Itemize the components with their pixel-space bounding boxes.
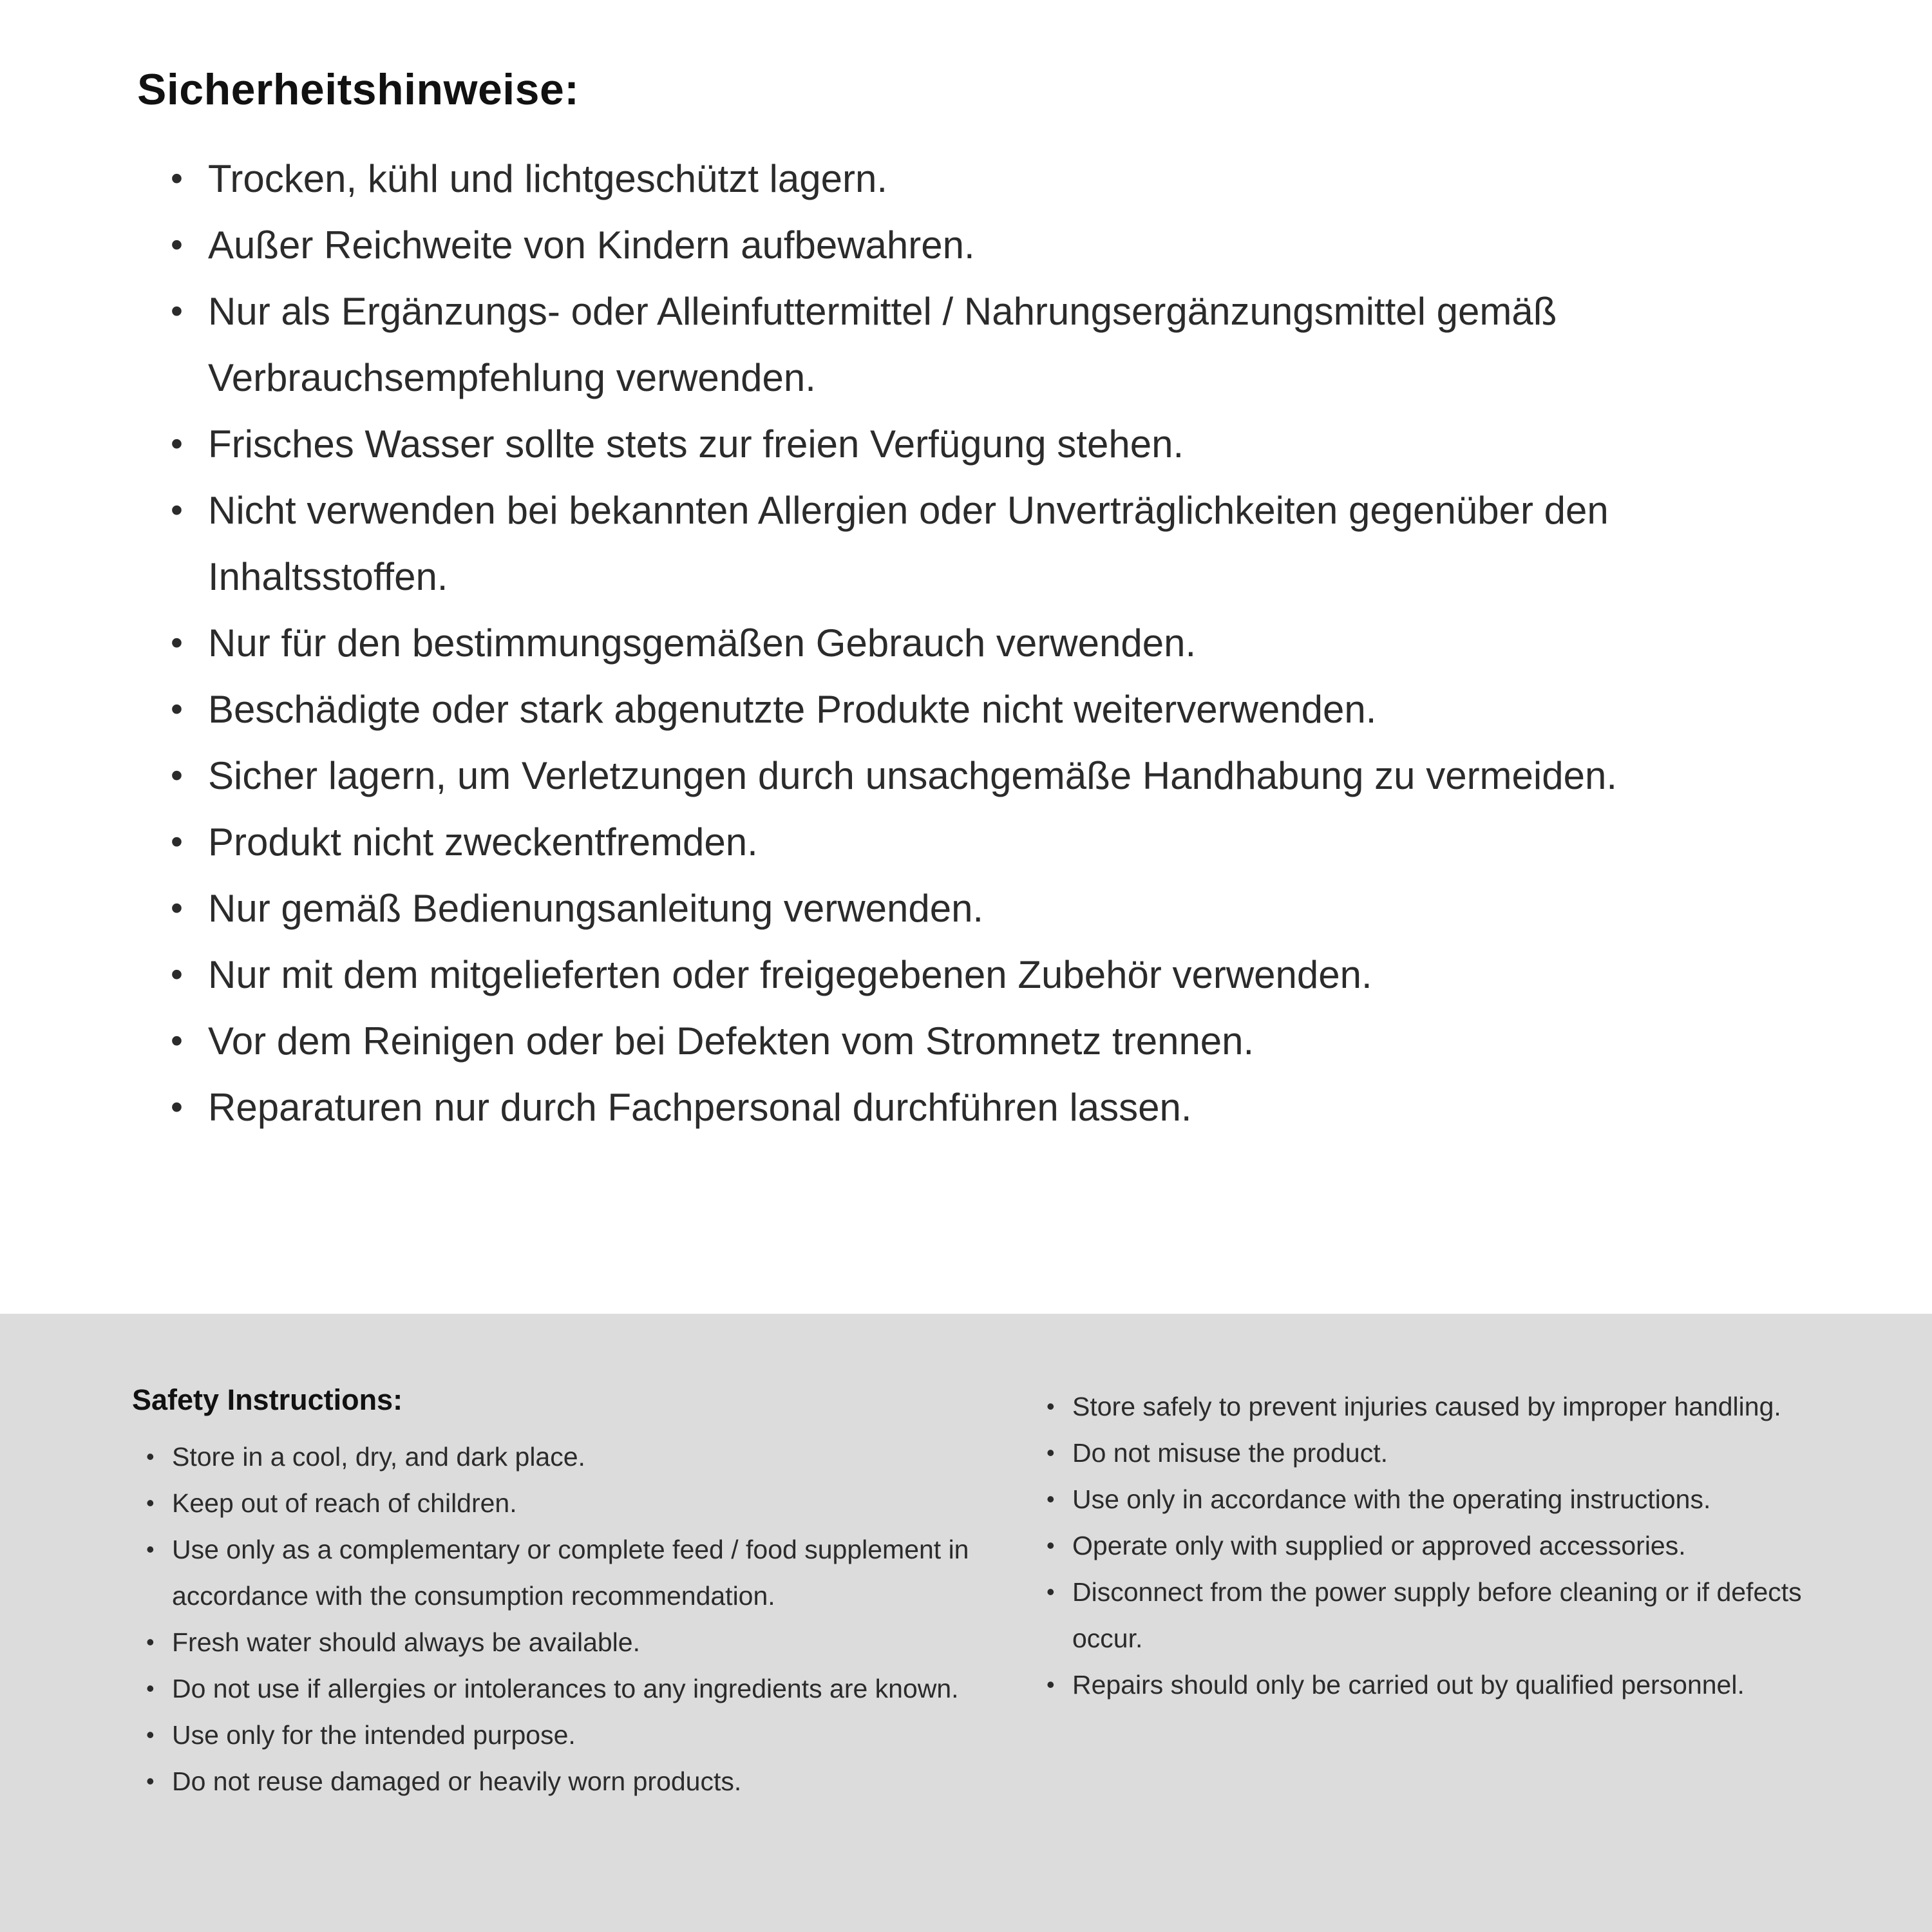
list-item: • Fresh water should always be available. bbox=[146, 1619, 989, 1665]
english-safety-list-right bbox=[1046, 1383, 1839, 1708]
list-item: • Use only as a complementary or complete feed / food supplement in accordance with the consumption recommendation. bbox=[146, 1526, 989, 1619]
german-safety-list bbox=[137, 146, 1790, 1141]
english-right-column bbox=[1046, 1383, 1839, 1932]
list-item: • Nicht verwenden bei bekannten Allergien oder Unverträglichkeiten gegenüber den Inhaltsstoffen. bbox=[171, 477, 1790, 610]
list-item: • Nur gemäß Bedienungsanleitung verwenden. bbox=[171, 875, 1790, 942]
list-item: • Keep out of reach of children. bbox=[146, 1480, 989, 1526]
list-item: • Reparaturen nur durch Fachpersonal durchführen lassen. bbox=[171, 1074, 1790, 1141]
list-item: • Operate only with supplied or approved accessories. bbox=[1046, 1522, 1839, 1569]
list-item: • Repairs should only be carried out by qualified personnel. bbox=[1046, 1662, 1839, 1708]
list-item: • Use only for the intended purpose. bbox=[146, 1712, 989, 1758]
english-title: Safety Instructions: bbox=[132, 1383, 403, 1416]
list-item: • Außer Reichweite von Kindern aufbewahren. bbox=[171, 212, 1790, 278]
list-item: • Nur für den bestimmungsgemäßen Gebrauch verwenden. bbox=[171, 610, 1790, 676]
english-section bbox=[0, 1314, 1932, 1932]
list-item: • Disconnect from the power supply before cleaning or if defects occur. bbox=[1046, 1569, 1839, 1662]
list-item: • Do not reuse damaged or heavily worn products. bbox=[146, 1758, 989, 1804]
list-item: • Do not use if allergies or intolerances to any ingredients are known. bbox=[146, 1665, 989, 1712]
list-item: • Beschädigte oder stark abgenutzte Produkte nicht weiterverwenden. bbox=[171, 676, 1790, 743]
list-item: • Vor dem Reinigen oder bei Defekten vom Stromnetz trennen. bbox=[171, 1008, 1790, 1074]
list-item: • Frisches Wasser sollte stets zur freien Verfügung stehen. bbox=[171, 411, 1790, 477]
list-item: • Nur als Ergänzungs- oder Alleinfuttermittel / Nahrungsergänzungsmittel gemäß Verbrauchsempfehlung verwenden. bbox=[171, 278, 1790, 411]
list-item: • Store in a cool, dry, and dark place. bbox=[146, 1434, 989, 1480]
list-item: • Store safely to prevent injuries caused by improper handling. bbox=[1046, 1383, 1839, 1430]
list-item: • Use only in accordance with the operating instructions. bbox=[1046, 1476, 1839, 1522]
list-item: • Nur mit dem mitgelieferten oder freigegebenen Zubehör verwenden. bbox=[171, 942, 1790, 1008]
list-item: • Trocken, kühl und lichtgeschützt lagern. bbox=[171, 146, 1790, 212]
list-item: • Produkt nicht zweckentfremden. bbox=[171, 809, 1790, 875]
german-title: Sicherheitshinweise: bbox=[137, 65, 580, 114]
list-item: • Sicher lagern, um Verletzungen durch unsachgemäße Handhabung zu vermeiden. bbox=[171, 743, 1790, 809]
list-item: • Do not misuse the product. bbox=[1046, 1430, 1839, 1476]
english-left-column bbox=[132, 1383, 989, 1932]
english-safety-list-left bbox=[132, 1434, 989, 1804]
